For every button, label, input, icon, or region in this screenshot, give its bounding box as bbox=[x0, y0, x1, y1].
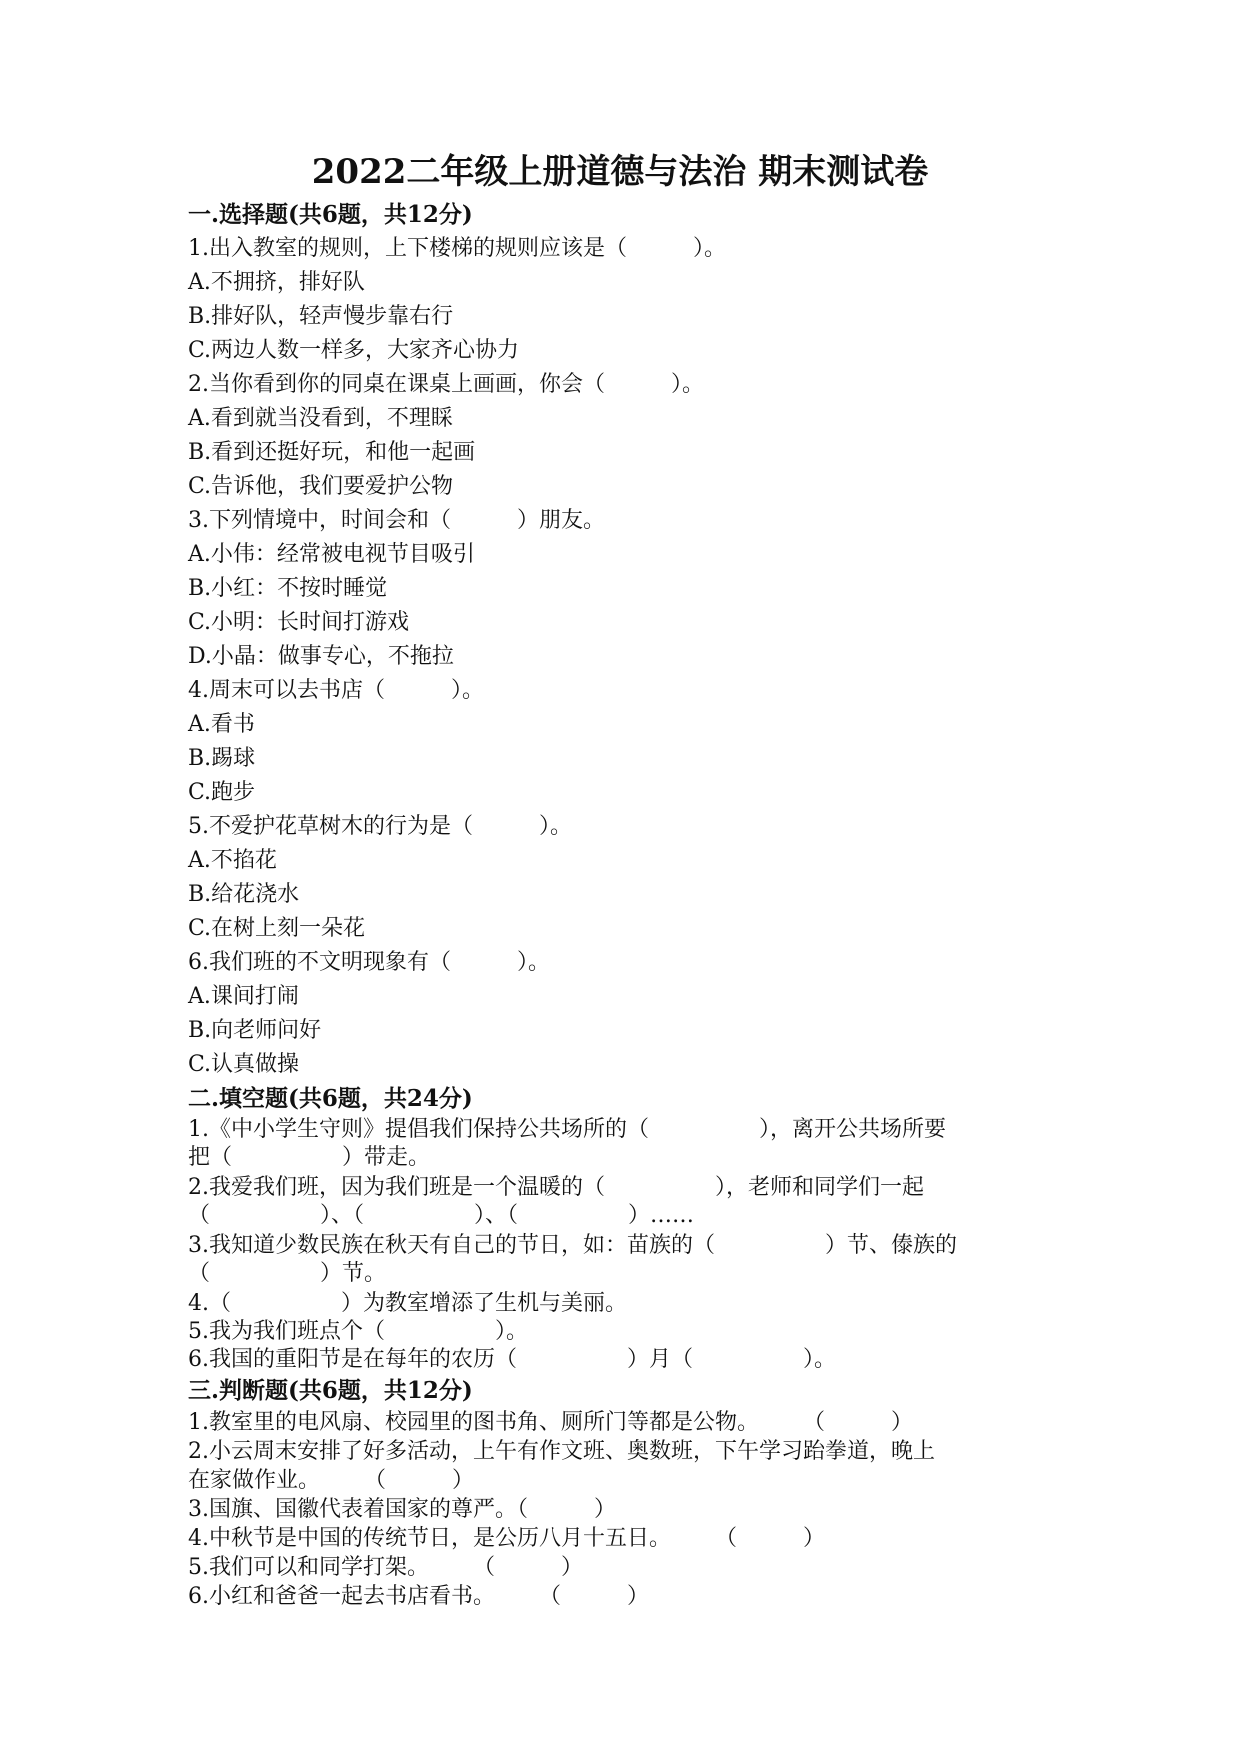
option-line: A.课间打闹 bbox=[188, 984, 299, 1009]
question-line: 6.我们班的不文明现象有（ ）。 bbox=[188, 950, 550, 975]
exam-content bbox=[188, 198, 1068, 1611]
section-heading-fill: 二.填空题(共6题，共24分) bbox=[188, 1085, 473, 1112]
choice-questions bbox=[188, 232, 1068, 1082]
question-line: 1.出入教室的规则，上下楼梯的规则应该是（ ）。 bbox=[188, 236, 726, 261]
option-line: D.小晶：做事专心，不拖拉 bbox=[188, 644, 454, 669]
option-line: A.小伟：经常被电视节目吸引 bbox=[188, 542, 475, 567]
section-heading-choice: 一.选择题(共6题，共12分) bbox=[188, 201, 473, 228]
question-line-continued: （ ）、（ ）、（ ）…… bbox=[188, 1203, 695, 1228]
option-line: C.告诉他，我们要爱护公物 bbox=[188, 474, 454, 499]
option-line: B.小红：不按时睡觉 bbox=[188, 576, 388, 601]
fill-question-5: 5.我为我们班点个（ ）。 bbox=[188, 1319, 528, 1344]
exam-title: 2022二年级上册道德与法治 期末测试卷 bbox=[311, 152, 929, 192]
question-line: 3.下列情境中，时间会和（ ）朋友。 bbox=[188, 508, 605, 533]
question-line: 3.我知道少数民族在秋天有自己的节日，如：苗族的（ ）节、傣族的 bbox=[188, 1233, 957, 1258]
section-heading-judge: 三.判断题(共6题，共12分) bbox=[188, 1377, 473, 1404]
question-line-continued: 把（ ）带走。 bbox=[188, 1145, 431, 1170]
judge-question-2: 2.小云周末安排了好多活动，上午有作文班、奥数班，下午学习跆拳道，晚上 bbox=[188, 1439, 935, 1464]
judge-question-5: 5.我们可以和同学打架。 （ ） bbox=[188, 1555, 583, 1580]
fill-question-1 bbox=[188, 1116, 1068, 1172]
option-line: A.不掐花 bbox=[188, 848, 277, 873]
question-line: 4.周末可以去书店（ ）。 bbox=[188, 678, 484, 703]
fill-question-3 bbox=[188, 1232, 1068, 1288]
fill-question-6: 6.我国的重阳节是在每年的农历（ ）月（ ）。 bbox=[188, 1347, 836, 1372]
fill-question-4: 4.（ ）为教室增添了生机与美丽。 bbox=[188, 1291, 627, 1316]
option-line: B.向老师问好 bbox=[188, 1018, 322, 1043]
option-line: C.小明：长时间打游戏 bbox=[188, 610, 410, 635]
option-line: C.两边人数一样多，大家齐心协力 bbox=[188, 338, 520, 363]
question-line: 5.不爱护花草树木的行为是（ ）。 bbox=[188, 814, 572, 839]
question-line: 2.当你看到你的同桌在课桌上画画，你会（ ）。 bbox=[188, 372, 704, 397]
judge-questions bbox=[188, 1408, 1068, 1611]
option-line: A.不拥挤，排好队 bbox=[188, 270, 365, 295]
question-line: 1.《中小学生守则》提倡我们保持公共场所的（ ），离开公共场所要 bbox=[188, 1117, 946, 1142]
question-line: 2.我爱我们班，因为我们班是一个温暖的（ ），老师和同学们一起 bbox=[188, 1175, 924, 1200]
option-line: C.在树上刻一朵花 bbox=[188, 916, 366, 941]
judge-question-6: 6.小红和爸爸一起去书店看书。 （ ） bbox=[188, 1584, 649, 1609]
fill-question-2 bbox=[188, 1174, 1068, 1230]
judge-question-3: 3.国旗、国徽代表着国家的尊严。（ ） bbox=[188, 1497, 616, 1522]
judge-question-1: 1.教室里的电风扇、校园里的图书角、厕所门等都是公物。 （ ） bbox=[188, 1410, 913, 1435]
option-line: C.认真做操 bbox=[188, 1052, 300, 1077]
option-line: A.看书 bbox=[188, 712, 255, 737]
judge-question-2-continued: 在家做作业。 （ ） bbox=[188, 1468, 475, 1493]
judge-question-4: 4.中秋节是中国的传统节日，是公历八月十五日。 （ ） bbox=[188, 1526, 825, 1551]
option-line: B.看到还挺好玩，和他一起画 bbox=[188, 440, 476, 465]
fill-questions bbox=[188, 1116, 1068, 1374]
option-line: C.跑步 bbox=[188, 780, 256, 805]
option-line: B.排好队，轻声慢步靠右行 bbox=[188, 304, 454, 329]
question-line-continued: （ ）节。 bbox=[188, 1261, 387, 1286]
option-line: B.给花浇水 bbox=[188, 882, 300, 907]
option-line: B.踢球 bbox=[188, 746, 256, 771]
option-line: A.看到就当没看到，不理睬 bbox=[188, 406, 453, 431]
